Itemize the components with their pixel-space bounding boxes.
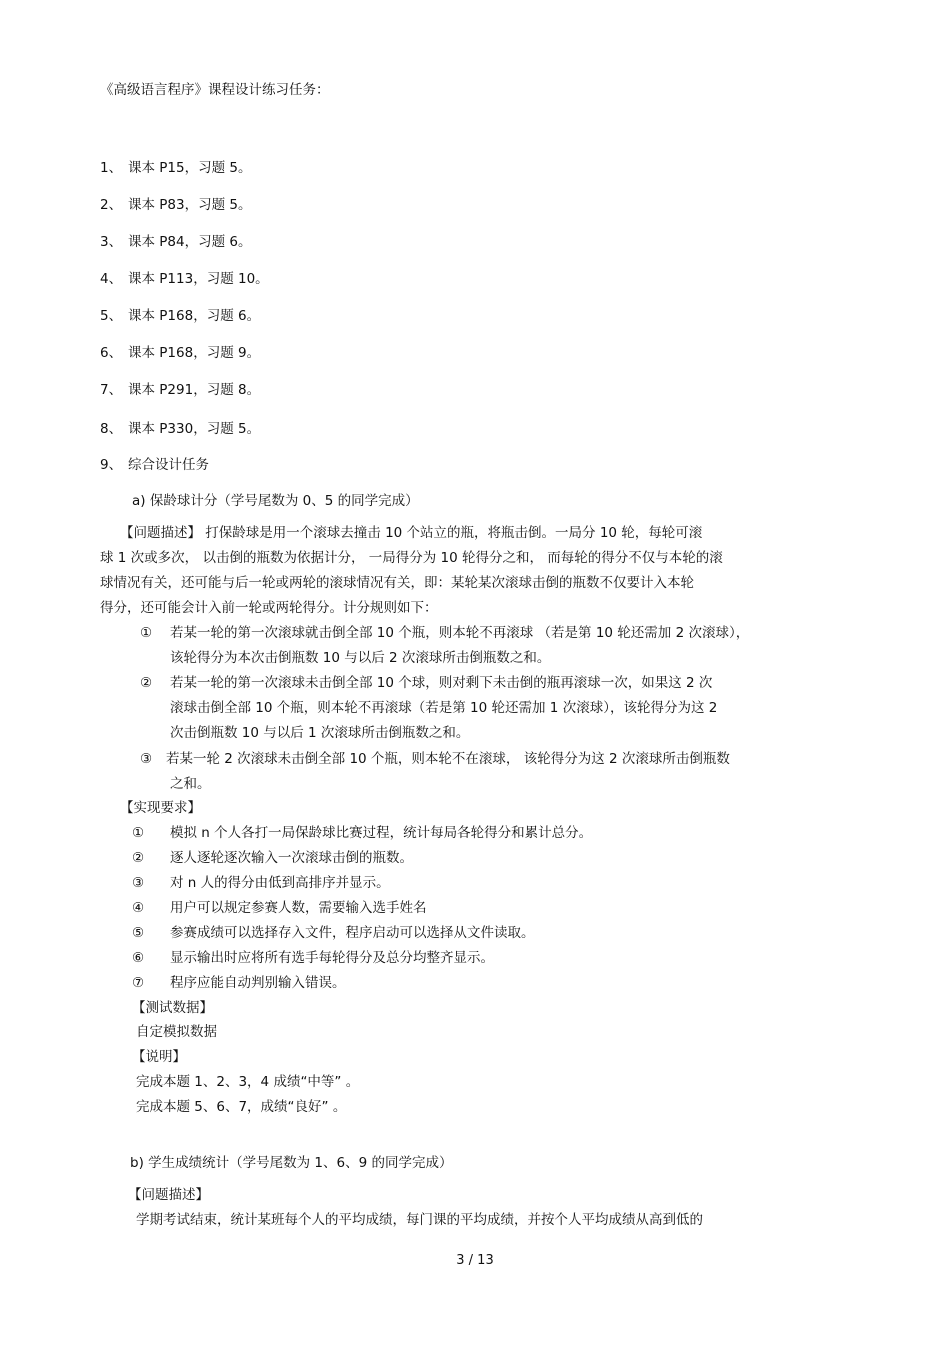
rule-text: 若某一轮的第一次滚球就击倒全部 10 个瓶，则本轮不再滚球 （若是第 10 轮还需加 2 次滚球）， (170, 625, 750, 641)
rule-mark: ③ (140, 751, 153, 767)
task-a-desc-line: 【问题描述】 打保龄球是用一个滚球去撞击 10 个站立的瓶，将瓶击倒。一局分 10 轮，每轮可滚 (120, 525, 703, 541)
requirement-item (132, 823, 592, 843)
req-text: 模拟 n 个人各打一局保龄球比赛过程，统计每局各轮得分和累计总分。 (170, 825, 593, 841)
list-item (100, 343, 260, 363)
rule-text: 滚球击倒全部 10 个瓶，则本轮不再滚球（若是第 10 轮还需加 1 次滚球），该轮得分为这 2 (170, 700, 718, 716)
task-a-desc-line: 球情况有关，还可能与后一轮或两轮的滚球情况有关，即：某轮某次滚球击倒的瓶数不仅要计入本轮 (100, 575, 694, 591)
req-mark: ③ (132, 875, 145, 891)
item-text: 课本 P330，习题 5。 (128, 421, 261, 437)
item-text: 课本 P113，习题 10。 (128, 271, 269, 287)
item-number: 2、 (100, 197, 123, 213)
rule-mark: ② (140, 675, 153, 691)
document-title: 《高级语言程序》课程设计练习任务： (100, 82, 330, 98)
list-item (100, 269, 269, 289)
req-mark: ① (132, 825, 145, 841)
item-text: 课本 P83，习题 5。 (128, 197, 252, 213)
item-text: 课本 P168，习题 6。 (128, 308, 261, 324)
item-number: 1、 (100, 160, 123, 176)
note-line: 完成本题 1、2、3，4 成绩“中等” 。 (136, 1074, 360, 1090)
req-mark: ② (132, 850, 145, 866)
req-text: 显示输出时应将所有选手每轮得分及总分均整齐显示。 (170, 950, 494, 966)
note-line: 完成本题 5、6、7，成绩“良好” 。 (136, 1099, 347, 1115)
item-text: 课本 P84，习题 6。 (128, 234, 252, 250)
task-b-desc-text: 学期考试结束，统计某班每个人的平均成绩，每门课的平均成绩，并按个人平均成绩从高到低的 (136, 1212, 703, 1228)
rule-text: 该轮得分为本次击倒瓶数 10 与以后 2 次滚球所击倒瓶数之和。 (170, 650, 551, 666)
task-a-desc-line: 球 1 次或多次， 以击倒的瓶数为依据计分， 一局得分为 10 轮得分之和， 而每轮的得分不仅与本轮的滚 (100, 550, 723, 566)
req-text: 对 n 人的得分由低到高排序并显示。 (170, 875, 390, 891)
requirement-item (132, 898, 427, 918)
page-number: 3 / 13 (456, 1253, 494, 1268)
req-mark: ④ (132, 900, 145, 916)
list-item (100, 232, 252, 252)
test-heading: 【测试数据】 (132, 1000, 213, 1016)
list-item (100, 195, 252, 215)
list-item (100, 158, 252, 178)
item-number: 8、 (100, 421, 123, 437)
rule-item (140, 749, 730, 769)
rule-text: 次击倒瓶数 10 与以后 1 次滚球所击倒瓶数之和。 (170, 725, 470, 741)
rule-text: 若某一轮的第一次滚球未击倒全部 10 个球，则对剩下未击倒的瓶再滚球一次，如果这 2 次 (170, 675, 713, 691)
item-text: 课本 P15，习题 5。 (128, 160, 252, 176)
list-item (100, 419, 260, 439)
item-number: 6、 (100, 345, 123, 361)
task-b-heading: b) 学生成绩统计（学号尾数为 1、6、9 的同学完成） (130, 1155, 453, 1171)
item-number: 9、 (100, 457, 123, 473)
note-heading: 【说明】 (132, 1049, 186, 1065)
item-number: 3、 (100, 234, 123, 250)
req-mark: ⑤ (132, 925, 145, 941)
test-text: 自定模拟数据 (136, 1024, 217, 1040)
task-b-desc-heading: 【问题描述】 (128, 1187, 209, 1203)
req-text: 用户可以规定参赛人数，需要输入选手姓名 (170, 900, 427, 916)
item-number: 7、 (100, 382, 123, 398)
item-number: 4、 (100, 271, 123, 287)
impl-heading: 【实现要求】 (120, 800, 201, 816)
req-mark: ⑦ (132, 975, 145, 991)
rule-text: 之和。 (170, 776, 211, 792)
req-text: 程序应能自动判别输入错误。 (170, 975, 346, 991)
req-text: 参赛成绩可以选择存入文件，程序启动可以选择从文件读取。 (170, 925, 535, 941)
task-a-desc-line: 得分，还可能会计入前一轮或两轮得分。计分规则如下： (100, 600, 438, 616)
req-mark: ⑥ (132, 950, 145, 966)
item-text: 课本 P168，习题 9。 (128, 345, 261, 361)
rule-mark: ① (140, 625, 153, 641)
rule-item (140, 623, 749, 643)
item-text: 综合设计任务 (128, 457, 209, 473)
requirement-item (132, 948, 494, 968)
list-item (100, 380, 260, 400)
item-text: 课本 P291，习题 8。 (128, 382, 261, 398)
requirement-item (132, 973, 346, 993)
item-number: 5、 (100, 308, 123, 324)
rule-text: 若某一轮 2 次滚球未击倒全部 10 个瓶，则本轮不在滚球， 该轮得分为这 2 次滚球所击倒瓶数 (166, 751, 730, 767)
list-item (100, 306, 260, 326)
list-item (100, 455, 209, 475)
task-a-heading: a) 保龄球计分（学号尾数为 0、5 的同学完成） (132, 493, 419, 509)
req-text: 逐人逐轮逐次输入一次滚球击倒的瓶数。 (170, 850, 413, 866)
rule-item (140, 673, 712, 693)
requirement-item (132, 848, 413, 868)
requirement-item (132, 873, 390, 893)
requirement-item (132, 923, 535, 943)
